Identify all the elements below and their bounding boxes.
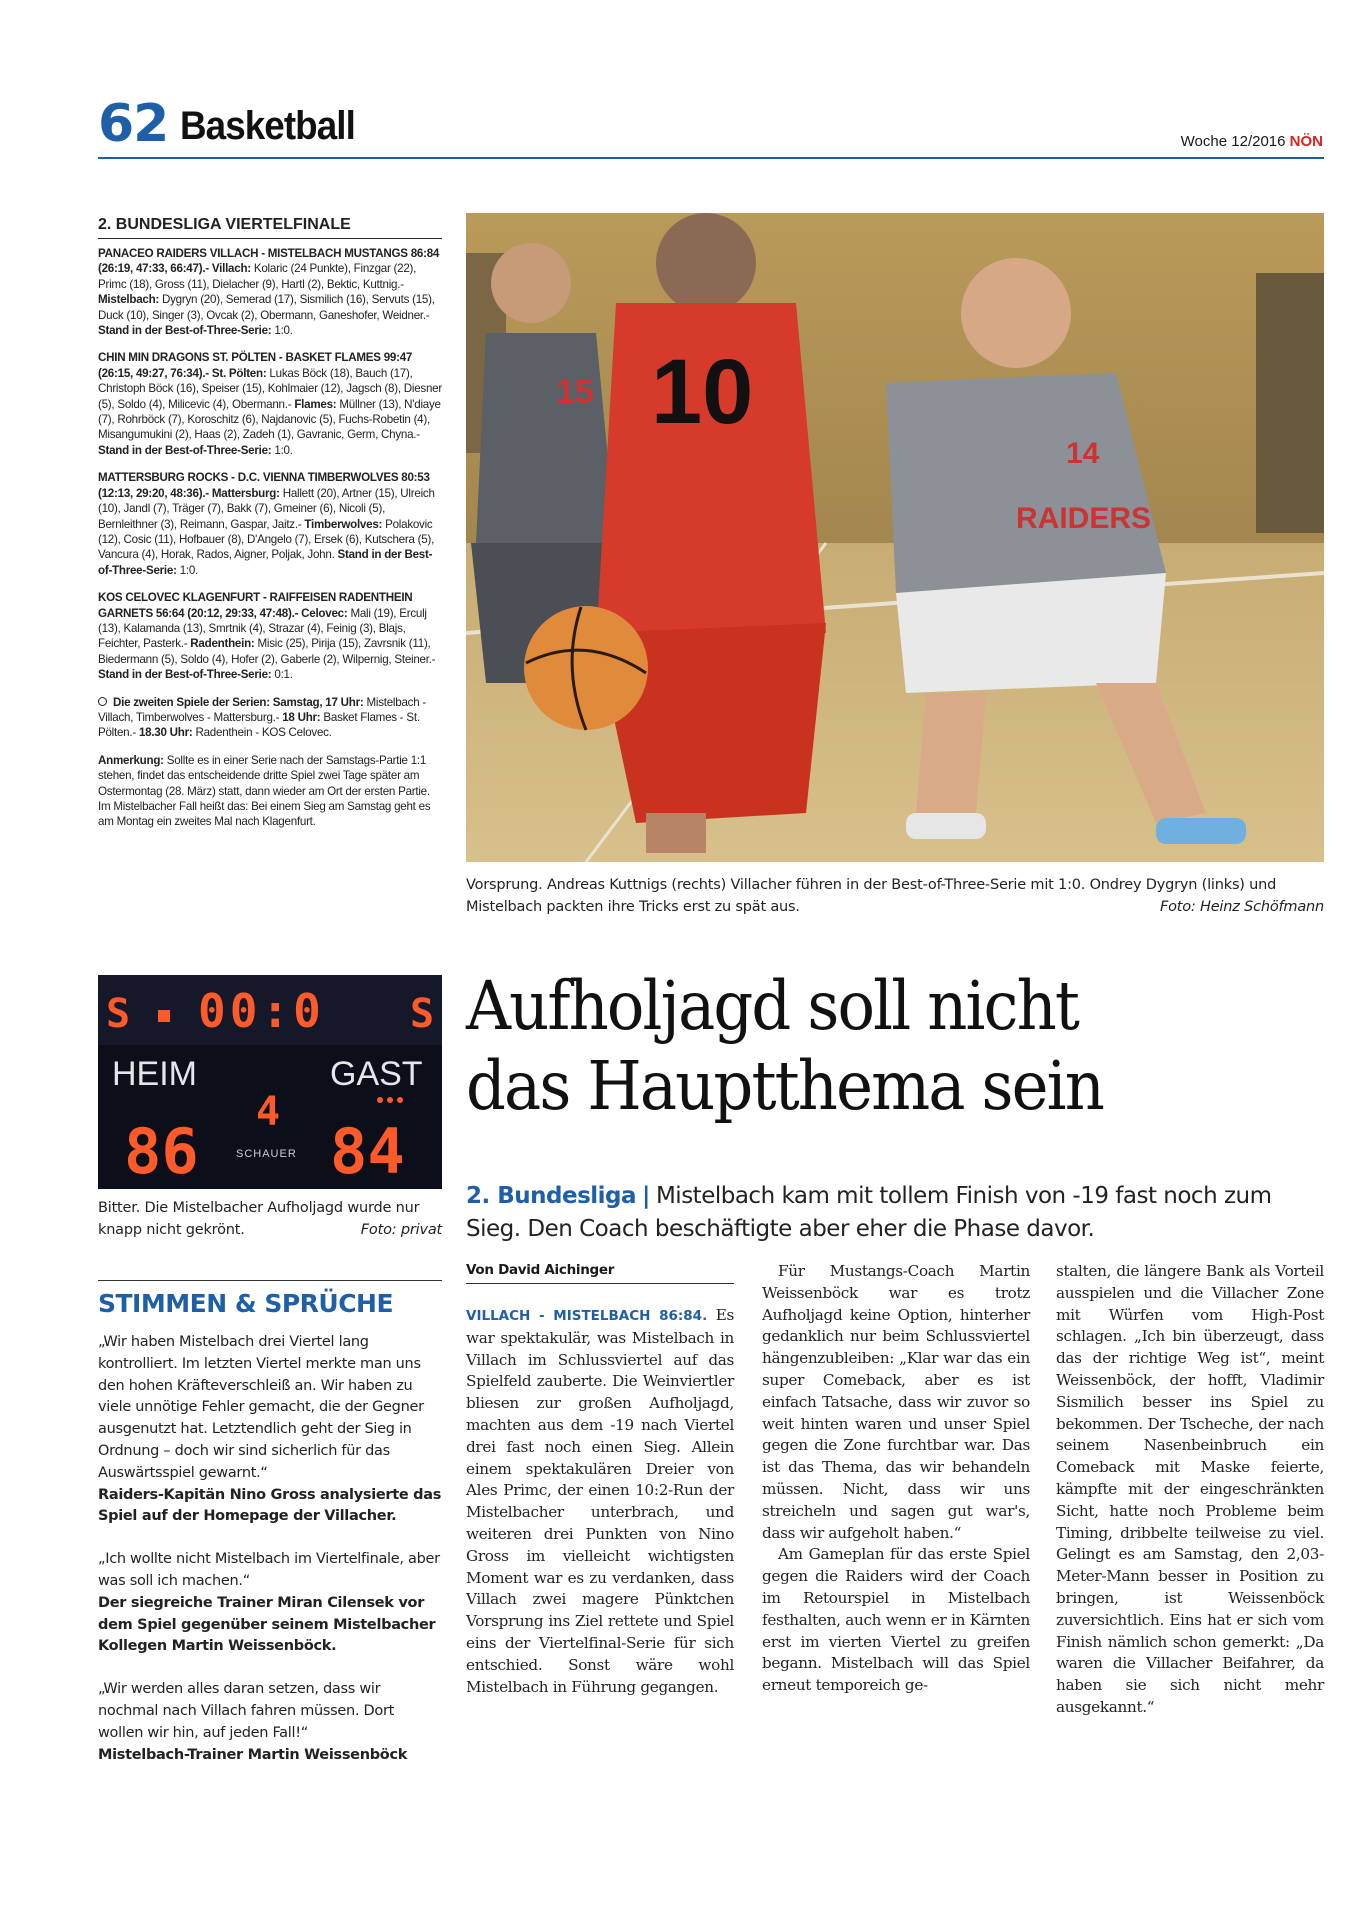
- game-heading: CHIN MIN DRAGONS ST. PÖLTEN - BASKET FLAMES 99:47 (26:15, 49:27, 76:34).- St. Pölten:: [98, 351, 413, 380]
- results-box: [98, 215, 442, 842]
- article-column-1: [466, 1305, 734, 1698]
- issue-info: [1181, 134, 1323, 149]
- note-label: Anmerkung:: [98, 753, 164, 767]
- schedule-note: [98, 695, 442, 741]
- series-stand-label: Stand in der Best-of-Three-Serie:: [98, 324, 272, 338]
- article-paragraph: Für Mustangs-Coach Martin Weissenböck war es trotz Aufholjagd keine Option, hinterher gedanklich nur beim Schlussviertel hängenzubleiben: „Klar war das ein super Comeback, aber es ist einfach Tatsache, dass wir zuvor so weit hinten waren und unser Spiel gegen die Zone furchtbar war. Das ist das Thema, das wir behandeln müssen. Nicht, dass wir uns streicheln und sagen gut war's, dass wir aufgeholt haben.“: [762, 1262, 1030, 1542]
- section-title: Basketball: [180, 104, 355, 148]
- game-team2: Timberwolves:: [301, 517, 383, 531]
- quotes-title: STIMMEN & SPRÜCHE: [98, 1280, 442, 1319]
- article-column-3: [1056, 1261, 1324, 1719]
- game-result: [98, 470, 442, 578]
- scoreboard-clock: 00:0: [198, 984, 325, 1038]
- article-paragraph: stalten, die längere Bank als Vorteil ausspielen und die Villacher Zone mit Würfen vom High-Post schlagen. „Ich bin überzeugt, dass das der richtige Weg ist“, meint Weissenböck, der hofft, Vladimir Sismilich besser ins Spiel zu bekommen. Der Tscheche, der nach seinem Nasenbeinbruch ein Comeback mit Maske feierte, kämpfte mit der eingeschränkten Sicht, hatte noch Probleme beim Timing, dribbelte teilweise zu viel. Gelingt es am Samstag, den 2,03-Meter-Mann besser in Position zu bringen, ist Weissenböck zuversichtlich. Eins hat er sich vom Finish nämlich schon gemerkt: „Da waren die Villacher Beifahrer, da haben sie sich nicht mehr ausgekannt.“: [1056, 1262, 1324, 1716]
- scoreboard-left-marker: S: [106, 991, 131, 1037]
- player-right-number: 14: [1066, 437, 1100, 470]
- photo-credit: Foto: privat: [360, 1222, 442, 1238]
- issue-week: Woche 12/2016: [1180, 133, 1286, 150]
- article-column-2: [762, 1261, 1030, 1697]
- game-scorers2: Polakovic (12), Cosic (11), Hofbauer (8), D'Angelo (7), Ersek (6), Kutschera (5), Vancura (4), Horak, Rados, Aigner, Poljak, John.: [98, 517, 435, 562]
- scoreboard-caption: [98, 1197, 442, 1241]
- possession-light: [158, 1010, 170, 1022]
- quote-text: „Wir haben Mistelbach drei Viertel lang kontrolliert. Im letzten Viertel merkte man uns den hohen Kräfteverschleiß an. Wir haben zu viele unnötige Fehler gemacht, die der Gegner ausgenutzt hat. Letztendlich geht der Sieg in Ordnung – doch wir sind sicherlich für das Auswärtsspiel gewarnt.“: [98, 1334, 424, 1481]
- note-text: Sollte es in einer Serie nach der Samstags-Partie 1:1 stehen, findet das entscheidende dritte Spiel zwei Tage später am Ostermontag (28. März) statt, dann wieder am Ort der ersten Partie. Im Mistelbacher Fall heißt das: Bei einem Sieg am Samstag geht es am Montag ein zweites Mal nach Klagenfurt.: [98, 753, 431, 829]
- article-lead: VILLACH - MISTELBACH 86:84.: [466, 1308, 708, 1324]
- header-rule: [98, 157, 1324, 159]
- headline-line: das Hauptthema sein: [466, 1047, 1104, 1125]
- main-photo: [466, 213, 1324, 862]
- player-right-head: [961, 258, 1071, 368]
- series-stand-value: 1:0.: [271, 324, 293, 338]
- player-left-head: [491, 243, 571, 323]
- headline: [466, 966, 1264, 1126]
- home-label: HEIM: [112, 1055, 197, 1093]
- home-score: 86: [124, 1115, 199, 1188]
- schedule-label: Die zweiten Spiele der Serien: Samstag, 17 Uhr:: [113, 695, 364, 709]
- subheadline: [466, 1180, 1324, 1246]
- caption-text: Vorsprung. Andreas Kuttnigs (rechts) Villacher führen in der Best-of-Three-Serie mit 1:0. Ondrey Dygryn (links) und Mistelbach packten ihre Tricks erst zu spät aus.: [466, 877, 1277, 915]
- game-scorers: Hallett (20), Artner (15), Ulreich (10), Jandl (7), Träger (7), Bakk (7), Gmeiner (6), Nicoli (5), Bernleithner (3), Reimann, Gaspar, Jaitz.-: [98, 486, 435, 531]
- game-heading: KOS CELOVEC KLAGENFURT - RAIFFEISEN RADENTHEIN GARNETS 56:64 (20:12, 29:33, 47:48).- Celovec:: [98, 591, 413, 620]
- scoreboard-photo: [98, 975, 442, 1189]
- game-scorers: Lukas Böck (18), Bauch (17), Christoph Böck (16), Speiser (15), Kohlmaier (12), Jagsch (8), Diesner (5), Soldo (4), Milicevic (4), Obermann.-: [98, 366, 442, 411]
- game-result: [98, 246, 442, 338]
- player-red-head: [656, 213, 756, 313]
- headline-line: Aufholjagd soll nicht: [466, 967, 1079, 1045]
- series-stand-value: 1:0.: [271, 443, 293, 457]
- caption-text: Bitter. Die Mistelbacher Aufholjagd wurde nur knapp nicht gekrönt.: [98, 1200, 420, 1238]
- photo-credit: Foto: Heinz Schöfmann: [1159, 899, 1324, 915]
- quote-text: „Wir werden alles daran setzen, dass wir nochmal nach Villach fahren müssen. Dort wollen wir hin, auf jeden Fall!“: [98, 1681, 395, 1741]
- player-red-number: 10: [651, 341, 754, 443]
- quotes-box: [98, 1332, 442, 1787]
- game-team2: Radenthein:: [187, 637, 255, 651]
- player-left-number: 15: [556, 373, 594, 411]
- schedule-time: 18.30 Uhr:: [135, 726, 193, 740]
- quote-source: Der siegreiche Trainer Miran Cilensek vor dem Spiel gegenüber seinem Mistelbacher Kollegen Martin Weissenböck.: [98, 1594, 436, 1655]
- game-heading: MATTERSBURG ROCKS - D.C. VIENNA TIMBERWOLVES 80:53 (12:13, 29:20, 48:36).- Mattersburg:: [98, 471, 430, 500]
- schedule-text: Radenthein - KOS Celovec.: [192, 726, 332, 740]
- game-scorers2: Müllner (13), N'diaye (7), Rohrböck (7), Koroschitz (6), Najdanovic (5), Fuchs-Robetin (4), Misangumukini (2), Haas (2), Zadeh (1), Gavranic, Germ, Chyna.-: [98, 397, 441, 442]
- game-scorers: Kolaric (24 Punkte), Finzgar (22), Primc (18), Gross (11), Dielacher (9), Hartl (2), Bektic, Kuttnig.-: [98, 262, 417, 291]
- results-title: 2. BUNDESLIGA VIERTELFINALE: [98, 215, 442, 239]
- schedule-time: 18 Uhr:: [279, 710, 321, 724]
- brand-logo: NÖN: [1289, 133, 1323, 150]
- guest-label: GAST: [330, 1055, 423, 1093]
- subhead-text: Mistelbach kam mit tollem Finish von -19 fast noch zum Sieg. Den Coach beschäftigte aber eher die Phase davor.: [466, 1183, 1272, 1242]
- series-note: [98, 753, 442, 830]
- game-scorers: Mali (19), Erculj (13), Kalamanda (13), Smrtnik (4), Strazar (4), Feinig (3), Blajs, Feichter, Pasterk.-: [98, 606, 427, 651]
- game-result: [98, 590, 442, 682]
- article-text: Es war spektakulär, was Mistelbach in Villach im Schlussviertel auf das Spielfeld zauberte. Die Weinviertler bliesen zur großen Aufholjagd, machten aus dem -19 nach Viertel drei fast noch einen Sieg. Allein einem spektakulären Dreier von Ales Primc, der einen 10:2-Run der Mistelbacher unterbrach, und weiteren drei Punkten von Nino Gross im vielleicht wichtigsten Moment war es zu verdanken, dass Villach zwei magere Pünktchen Vorsprung ins Ziel rettete und Spiel eins der Viertelfinal-Serie für sich entschied. Sonst wäre wohl Mistelbach in Führung gegangen.: [466, 1306, 734, 1696]
- period-display: 4: [256, 1089, 281, 1135]
- page-number: 62: [98, 94, 169, 154]
- kicker-separator: |: [642, 1183, 650, 1209]
- basketball: [524, 606, 648, 730]
- game-team2: Flames:: [291, 397, 337, 411]
- series-stand-label: Stand in der Best-of-Three-Serie:: [98, 548, 433, 577]
- main-photo-caption: [466, 874, 1324, 918]
- kicker: 2. Bundesliga: [466, 1183, 637, 1209]
- game-team2: Mistelbach:: [98, 293, 160, 307]
- quote-source: Mistelbach-Trainer Martin Weissenböck: [98, 1746, 408, 1763]
- game-result: [98, 350, 442, 458]
- schedule-text: Mistelbach - Villach, Timberwolves - Mattersburg.-: [98, 695, 426, 724]
- player-right-jersey-text: RAIDERS: [1016, 502, 1152, 535]
- quote-text: „Ich wollte nicht Mistelbach im Viertelfinale, aber was soll ich machen.“: [98, 1551, 440, 1589]
- byline: Von David Aichinger: [466, 1259, 734, 1284]
- article-paragraph: Am Gameplan für das erste Spiel gegen die Raiders wird der Coach im Retourspiel in Mistelbach festhalten, auch wenn er in Kärnten erst im vierten Viertel zu greifen begann. Mistelbach will das Spiel erneut temporeich ge-: [762, 1545, 1030, 1695]
- series-stand-value: 0:1.: [271, 668, 293, 682]
- game-heading: PANACEO RAIDERS VILLACH - MISTELBACH MUSTANGS 86:84 (26:19, 47:33, 66:47).- Villach:: [98, 247, 440, 276]
- guest-score: 84: [330, 1115, 405, 1188]
- game-scorers2: Misic (25), Pirija (15), Zavrsnik (11), Biedermann (5), Soldo (4), Hofer (2), Gaberle (2), Wilpernig, Steiner.-: [98, 637, 436, 666]
- series-stand-label: Stand in der Best-of-Three-Serie:: [98, 668, 272, 682]
- schedule-text: Basket Flames - St. Pölten.-: [98, 710, 420, 740]
- game-scorers2: Dygryn (20), Semerad (17), Sismilich (16), Servuts (15), Duck (10), Singer (3), Ovcak (2), Obermann, Ganeshofer, Weidner.-: [98, 293, 435, 322]
- circle-bullet-icon: [98, 697, 107, 706]
- scoreboard-right-marker: S: [410, 991, 435, 1037]
- quote-source: Raiders-Kapitän Nino Gross analysierte das Spiel auf der Homepage der Villacher.: [98, 1486, 442, 1525]
- series-stand-value: 1:0.: [176, 563, 199, 577]
- scoreboard-maker: SCHAUER: [236, 1148, 297, 1160]
- series-stand-label: Stand in der Best-of-Three-Serie:: [98, 443, 272, 457]
